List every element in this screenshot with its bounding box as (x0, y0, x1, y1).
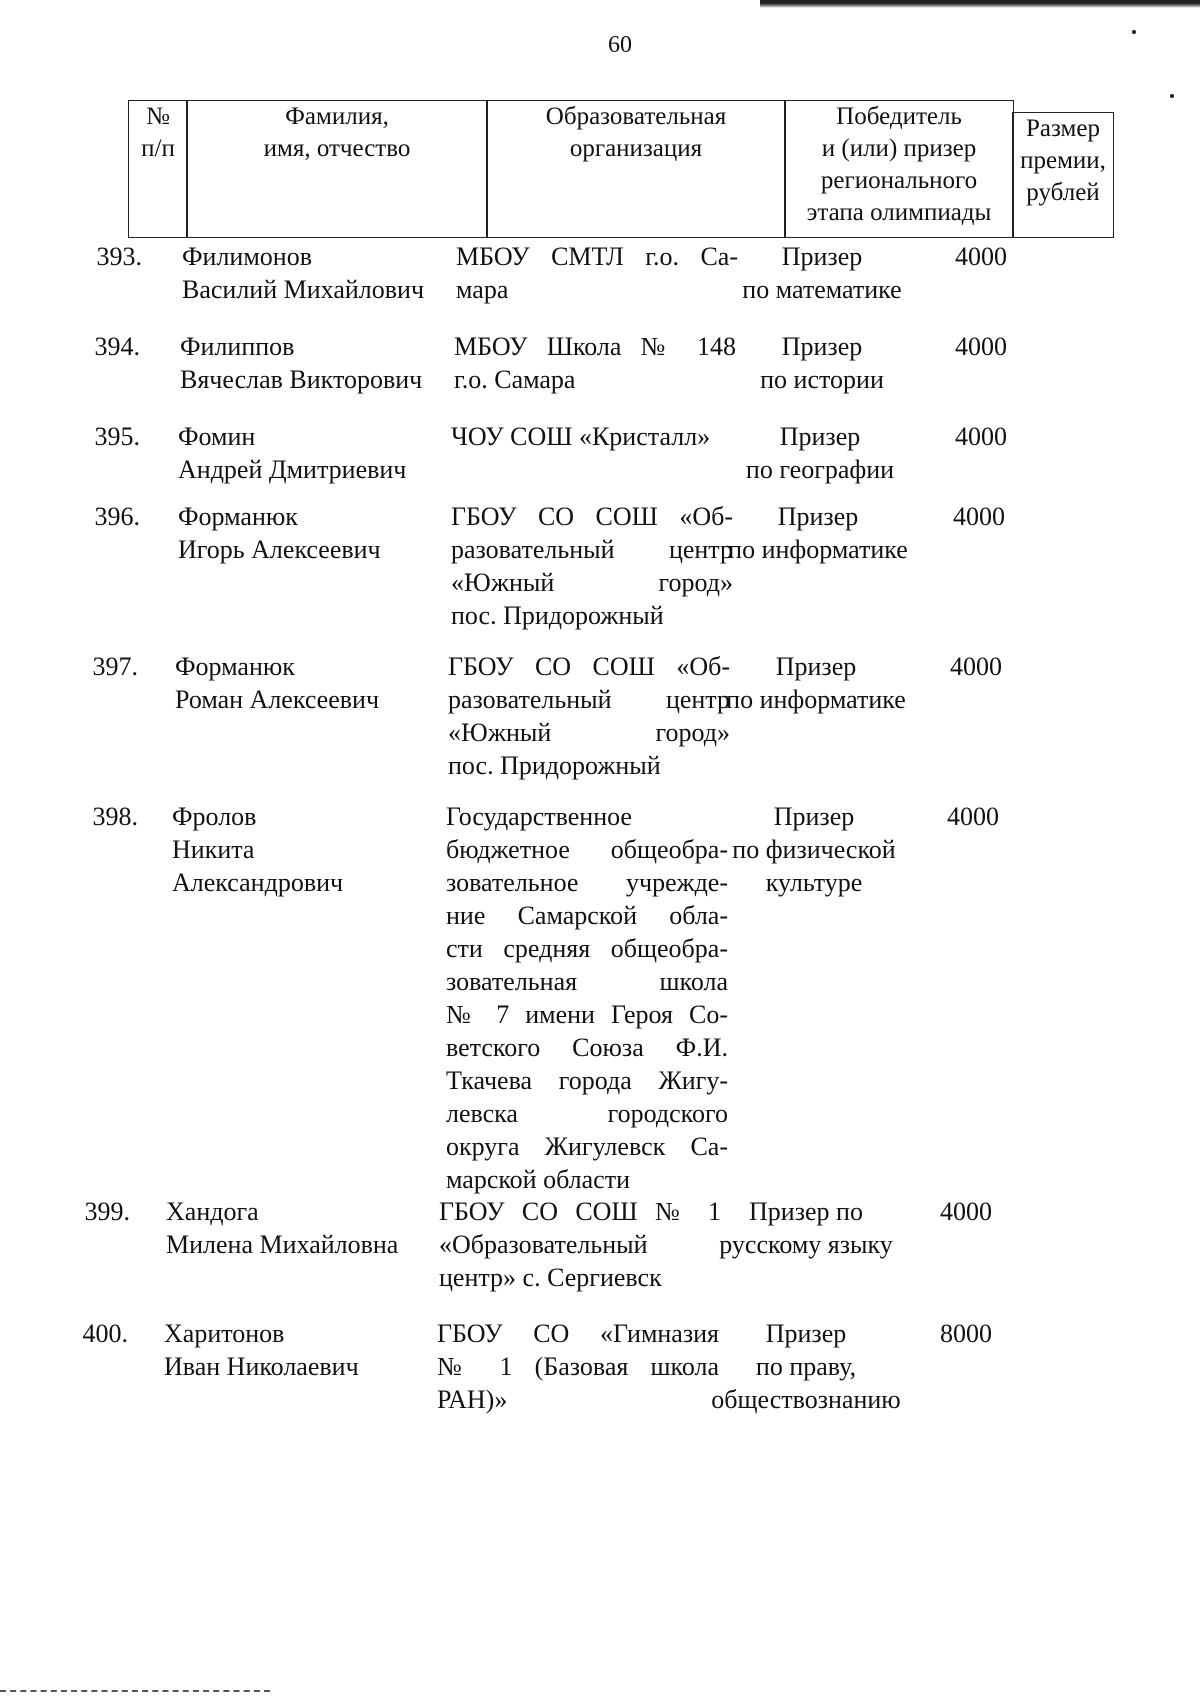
award-status-line: культуре (765, 868, 863, 897)
award-status-line: Призер по (749, 1197, 863, 1226)
prize-amount: 4000 (955, 332, 1007, 361)
header-line: и (или) призер (821, 135, 977, 162)
row-number: 395. (94, 422, 140, 451)
educational-organization-line: ветского Союза Ф.И. (446, 1033, 728, 1062)
header-line: организация (569, 135, 703, 162)
award-status (696, 1195, 916, 1261)
header-line: рублей (1026, 179, 1100, 206)
educational-organization-line: № 1 (Базовая школа (437, 1352, 719, 1381)
row-number: 394. (94, 332, 140, 361)
participant-name (175, 650, 465, 716)
participant-name-line: Форманюк (175, 652, 295, 681)
participant-name-line: Никита (172, 835, 255, 864)
header-line: этапа олимпиады (806, 199, 992, 226)
page-number: 60 (608, 32, 632, 58)
award-status-line: Призер (781, 332, 863, 361)
header-line: имя, отчество (263, 135, 411, 162)
educational-organization-line: ГБОУ СО «Гимназия (437, 1319, 719, 1348)
header-prize (1012, 112, 1114, 238)
header-line: Размер (1026, 115, 1100, 142)
participant-name-line: Игорь Алексеевич (178, 535, 381, 564)
table-header (128, 100, 1116, 238)
participant-name (182, 240, 472, 306)
educational-organization (454, 330, 736, 396)
award-status-line: Призер (779, 422, 861, 451)
award-status-line: по географии (745, 455, 895, 484)
row-number: 398. (92, 802, 138, 831)
educational-organization-line: сти средняя общеобра- (446, 934, 728, 963)
participant-name (166, 1195, 456, 1261)
educational-organization-line: МБОУ СМТЛ г.о. Са- (456, 242, 738, 271)
educational-organization-line: округа Жигулевск Са- (446, 1132, 728, 1161)
educational-organization-line: «Южный город» (451, 568, 733, 597)
header-line: регионального (820, 167, 978, 194)
header-num (128, 100, 188, 238)
educational-organization (437, 1317, 719, 1416)
educational-organization-line: левска городского (446, 1099, 728, 1128)
participant-name (172, 800, 462, 899)
participant-name-line: Милена Михайловна (166, 1230, 399, 1259)
participant-name-line: Хандога (166, 1197, 259, 1226)
educational-organization (439, 1195, 721, 1294)
header-org (486, 100, 786, 238)
participant-name-line: Иван Николаевич (164, 1352, 359, 1381)
award-status-line: по истории (760, 365, 884, 394)
participant-name (178, 420, 468, 486)
educational-organization (446, 800, 728, 1196)
award-status-line: обществознанию (711, 1385, 901, 1414)
prize-amount: 4000 (955, 422, 1007, 451)
participant-name-line: Василий Михайлович (182, 275, 425, 304)
participant-name-line: Фролов (172, 802, 257, 831)
educational-organization-line: ГБОУ СО СОШ «Об- (448, 652, 730, 681)
header-line: премии, (1020, 147, 1106, 174)
header-line: Фамилия, (285, 103, 389, 130)
educational-organization-line: пос. Придорожный (448, 751, 661, 780)
participant-name-line: Филимонов (182, 242, 312, 271)
award-status (712, 240, 932, 306)
educational-organization-line: РАН)» (437, 1385, 508, 1414)
prize-amount: 4000 (950, 652, 1002, 681)
award-status (712, 330, 932, 396)
educational-organization-line: разовательный центр (448, 685, 730, 714)
participant-name-line: Александрович (172, 868, 344, 897)
award-status-line: Призер (773, 802, 855, 831)
award-status (710, 420, 930, 486)
participant-name (164, 1317, 454, 1383)
educational-organization-line: зовательная школа (446, 967, 728, 996)
award-status-line: Призер (781, 242, 863, 271)
participant-name-line: Роман Алексеевич (175, 685, 380, 714)
award-status-line: по праву, (755, 1352, 857, 1381)
prize-amount: 4000 (953, 502, 1005, 531)
educational-organization-line: зовательное учрежде- (446, 868, 728, 897)
educational-organization-line: «Образовательный (439, 1230, 648, 1259)
prize-amount: 4000 (947, 802, 999, 831)
participant-name-line: Форманюк (178, 502, 298, 531)
educational-organization-line: г.о. Самара (454, 365, 576, 394)
header-line: Образовательная (545, 103, 727, 130)
header-award (784, 100, 1014, 238)
award-status (704, 800, 924, 899)
prize-amount: 8000 (940, 1319, 992, 1348)
header-line: п/п (141, 135, 175, 162)
award-status-line: по информатике (728, 535, 908, 564)
educational-organization-line: ние Самарской обла- (446, 901, 728, 930)
header-name (186, 100, 488, 238)
participant-name-line: Фомин (178, 422, 256, 451)
award-status (706, 650, 926, 716)
participant-name (180, 330, 470, 396)
award-status-line: по информатике (726, 685, 906, 714)
educational-organization-line: пос. Придорожный (451, 601, 664, 630)
row-number: 400. (82, 1319, 128, 1348)
educational-organization-line: «Южный город» (448, 718, 730, 747)
educational-organization-line: ГБОУ СО СОШ № 1 (439, 1197, 721, 1226)
scan-dot-2 (1170, 94, 1174, 98)
row-number: 397. (92, 652, 138, 681)
participant-name-line: Харитонов (164, 1319, 285, 1348)
award-status (696, 1317, 916, 1416)
prize-amount: 4000 (940, 1197, 992, 1226)
educational-organization-line: Государственное (446, 802, 632, 831)
award-status-line: Призер (777, 502, 859, 531)
educational-organization-line: марской области (446, 1165, 630, 1194)
award-status-line: по физической (732, 835, 896, 864)
participant-name-line: Андрей Дмитриевич (178, 455, 407, 484)
award-status-line: по математике (742, 275, 902, 304)
educational-organization (451, 500, 733, 632)
educational-organization-line: мара (456, 275, 509, 304)
award-status-line: Призер (765, 1319, 847, 1348)
bottom-rule (0, 1690, 270, 1692)
educational-organization-line: ЧОУ СОШ «Кристалл» (451, 422, 711, 451)
row-number: 393. (96, 242, 142, 271)
header-line: № (146, 103, 170, 130)
educational-organization-line: бюджетное общеобра- (446, 835, 728, 864)
participant-name (178, 500, 468, 566)
award-status-line: Призер (775, 652, 857, 681)
educational-organization-line: ГБОУ СО СОШ «Об- (451, 502, 733, 531)
scan-edge-top (760, 0, 1200, 8)
row-number: 399. (84, 1197, 130, 1226)
participant-name-line: Филиппов (180, 332, 295, 361)
educational-organization (456, 240, 738, 306)
participant-name-line: Вячеслав Викторович (180, 365, 423, 394)
prize-amount: 4000 (955, 242, 1007, 271)
row-number: 396. (94, 502, 140, 531)
educational-organization (448, 650, 730, 782)
educational-organization-line: № 7 имени Героя Со- (446, 1000, 728, 1029)
educational-organization-line: Ткачева города Жигу- (446, 1066, 728, 1095)
educational-organization (451, 420, 733, 453)
educational-organization-line: разовательный центр (451, 535, 733, 564)
educational-organization-line: центр» с. Сергиевск (439, 1263, 662, 1292)
award-status-line: русскому языку (719, 1230, 893, 1259)
educational-organization-line: МБОУ Школа № 148 (454, 332, 736, 361)
award-status (708, 500, 928, 566)
header-line: Победитель (836, 103, 962, 130)
